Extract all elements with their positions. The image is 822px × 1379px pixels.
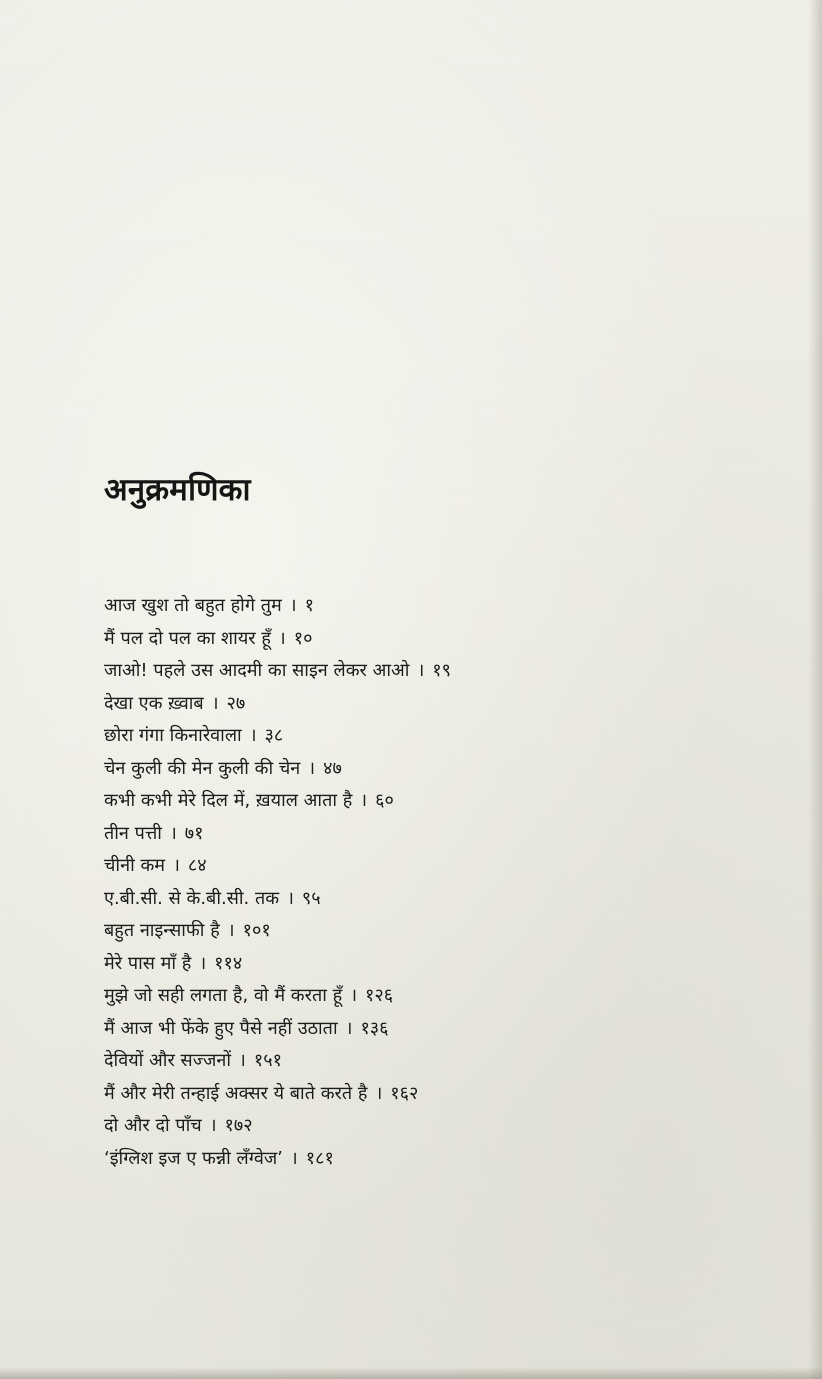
toc-entry-page-number: ७१ — [184, 822, 204, 844]
toc-entry — [104, 915, 784, 948]
toc-entry-page-number: ४७ — [323, 757, 342, 779]
toc-entry-title: देवियों और सज्जनों — [104, 1050, 232, 1071]
toc-entry-title: कभी कभी मेरे दिल में, ख़याल आता है — [104, 790, 353, 811]
toc-entry-title: ‘इंग्लिश इज ए फन्नी लँग्वेज’ — [104, 1147, 283, 1169]
toc-entry-page-number: ३८ — [264, 725, 284, 746]
toc-entry — [104, 818, 784, 851]
toc-entry-page-number: १०१ — [242, 920, 271, 941]
page-edge-shadow — [808, 0, 822, 1379]
toc-entry — [104, 1045, 784, 1078]
toc-entry-page-number: १३६ — [360, 1017, 389, 1039]
toc-entry-title: जाओ! पहले उस आदमी का साइन लेकर आओ — [104, 660, 410, 681]
toc-entry — [104, 655, 784, 688]
toc-entry-separator: । — [345, 1017, 353, 1039]
toc-entry-title: तीन पत्ती — [104, 822, 162, 844]
toc-entry-page-number: १२६ — [365, 985, 394, 1006]
toc-entry-separator: । — [375, 1082, 383, 1104]
toc-entry-separator: । — [350, 985, 358, 1006]
toc-entry-title: देखा एक ख़्वाब — [104, 692, 204, 714]
toc-entry-title: चीनी कम — [104, 855, 166, 876]
toc-entry-separator: । — [249, 725, 257, 746]
toc-entry — [104, 883, 784, 916]
toc-entry-separator: । — [417, 660, 425, 681]
toc-entry-page-number: ९५ — [301, 887, 321, 909]
toc-entry-page-number: ८४ — [187, 855, 207, 876]
toc-entry — [104, 980, 784, 1013]
toc-entry-title: आज खुश तो बहुत होगे तुम — [104, 595, 282, 616]
toc-entry — [104, 590, 784, 623]
toc-entry — [104, 1143, 784, 1176]
toc-entry-separator: । — [173, 855, 180, 876]
toc-entry-page-number: १६२ — [390, 1082, 419, 1104]
toc-entry-title: ए.बी.सी. से के.बी.सी. तक — [104, 887, 280, 909]
toc-entry-page-number: १८१ — [305, 1147, 334, 1169]
toc-entry-separator: । — [278, 627, 286, 649]
toc-entry — [104, 623, 784, 656]
toc-entry-page-number: १५१ — [253, 1050, 282, 1071]
toc-entry — [104, 948, 784, 981]
toc-entry-separator: । — [169, 822, 177, 844]
toc-entry-title: मुझे जो सही लगता है, वो मैं करता हूँ — [104, 985, 343, 1006]
toc-entry-title: बहुत नाइन्साफी है — [104, 920, 220, 941]
toc-entry-title: मैं आज भी फेंके हुए पैसे नहीं उठाता — [104, 1017, 338, 1039]
toc-entry — [104, 753, 784, 786]
toc-entry — [104, 1078, 784, 1111]
toc-entry-title: मैं और मेरी तन्हाई अक्सर ये बाते करते है — [104, 1082, 368, 1104]
toc-entry-title: चेन कुली की मेन कुली की चेन — [104, 757, 301, 779]
toc-entry-separator: । — [239, 1050, 246, 1071]
toc-entry-separator: । — [308, 757, 316, 779]
toc-entry-title: मैं पल दो पल का शायर हूँ — [104, 627, 271, 649]
toc-entry-title: दो और दो पाँच — [104, 1115, 202, 1136]
toc-entry-page-number: १९ — [432, 660, 452, 681]
toc-entry-separator: । — [209, 1115, 217, 1136]
toc-entry-separator: । — [199, 952, 207, 974]
toc-entry — [104, 1110, 784, 1143]
toc-entry — [104, 785, 784, 818]
table-of-contents — [104, 590, 784, 1175]
toc-entry-separator: । — [227, 920, 235, 941]
toc-entry-title: मेरे पास माँ है — [104, 952, 192, 974]
toc-entry — [104, 1013, 784, 1046]
page-bottom-shadow — [0, 1367, 822, 1379]
toc-entry-page-number: ११४ — [214, 952, 243, 974]
toc-entry — [104, 720, 784, 753]
toc-entry-separator: । — [360, 790, 368, 811]
toc-entry-page-number: ६० — [375, 790, 394, 811]
toc-entry — [104, 688, 784, 721]
toc-entry-page-number: २७ — [226, 692, 246, 714]
toc-entry-separator: । — [211, 692, 219, 714]
toc-entry-separator: । — [287, 887, 294, 909]
toc-entry-separator: । — [290, 1147, 298, 1169]
toc-entry-separator: । — [289, 595, 297, 616]
page-title: अनुक्रमणिका — [104, 472, 251, 508]
toc-entry-page-number: १७२ — [224, 1115, 253, 1136]
toc-entry-title: छोरा गंगा किनारेवाला — [104, 725, 242, 746]
toc-entry-page-number: १ — [304, 595, 314, 616]
toc-entry-page-number: १० — [293, 627, 313, 649]
toc-entry — [104, 850, 784, 883]
